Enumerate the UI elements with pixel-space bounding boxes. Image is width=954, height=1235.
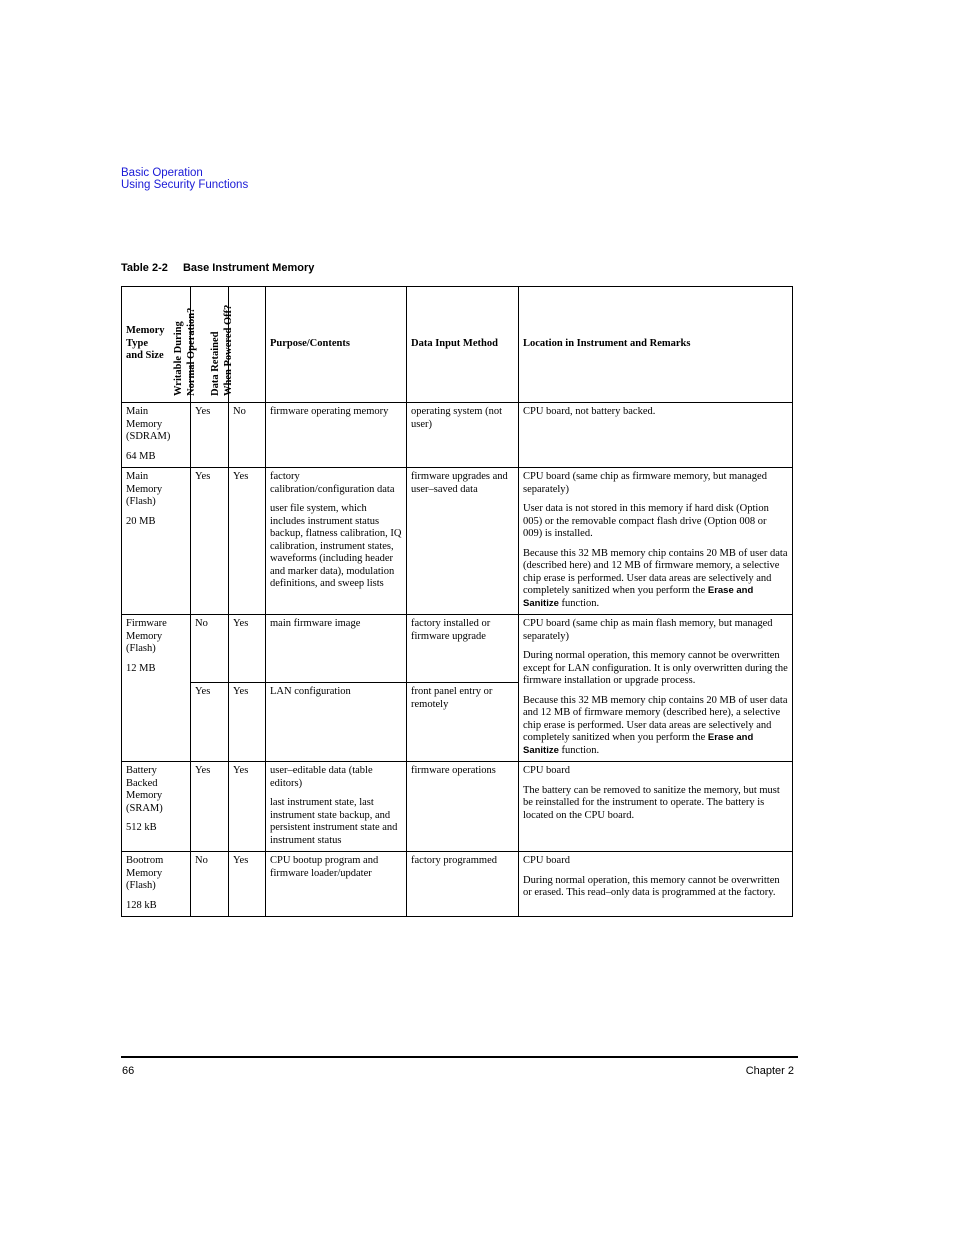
table-row — [122, 403, 793, 468]
breadcrumb — [121, 167, 248, 191]
memory-size: 64 MB — [126, 450, 156, 462]
writable-cell: No — [191, 615, 229, 683]
memory-type-cell: Bootrom Memory (Flash) 128 kB — [122, 852, 191, 917]
memory-size: 12 MB — [126, 662, 156, 674]
writable-cell: No — [191, 852, 229, 917]
footer-divider — [121, 1056, 798, 1058]
header-memory-type: Memory Type and Size — [122, 287, 191, 403]
purpose-cell: firmware operating memory — [266, 403, 407, 468]
input-method-cell: factory installed or firmware upgrade — [407, 615, 519, 683]
memory-type-cell: Firmware Memory (Flash) 12 MB — [122, 615, 191, 762]
erase-and-sanitize-key: Erase and Sanitize — [523, 585, 754, 609]
retained-cell: Yes — [229, 683, 266, 762]
location-cell: CPU board The battery can be removed to sanitize the memory, but must be reinstalled for the instrument to operate. The battery is located on the CPU board. — [519, 762, 793, 852]
memory-type-cell: Battery Backed Memory (SRAM) 512 kB — [122, 762, 191, 852]
purpose-cell: factory calibration/configuration data user file system, which includes instrument status backup, flatness calibration, IQ calibration, instrument states, waveforms (including header and marker data), modulation definitions, and sweep lists — [266, 468, 407, 615]
header-row — [122, 287, 793, 403]
retained-cell: No — [229, 403, 266, 468]
retained-cell: Yes — [229, 468, 266, 615]
header-writable: Writable During Normal Operation? — [191, 287, 229, 403]
header-purpose: Purpose/Contents — [266, 287, 407, 403]
table-number: Table 2-2 — [121, 262, 168, 274]
table-row — [122, 852, 793, 917]
location-cell: CPU board (same chip as main flash memory, but managed separately) During normal operation, this memory cannot be overwritten except for LAN configuration. It is only overwritten during the firmware installation or upgrade process. Because this 32 MB memory chip contains 20 MB of user data and 12 MB of firmware memory (described here), a selective chip erase is performed. User data areas are selectively and completely sanitized when you perform the Erase and Sanitize function. — [519, 615, 793, 762]
memory-size: 512 kB — [126, 822, 157, 833]
memory-table — [121, 286, 793, 917]
location-cell: CPU board During normal operation, this memory cannot be overwritten or erased. This read–only data is programmed at the factory. — [519, 852, 793, 917]
header-input-method: Data Input Method — [407, 287, 519, 403]
retained-cell: Yes — [229, 852, 266, 917]
purpose-cell: main firmware image — [266, 615, 407, 683]
table-title: Base Instrument Memory — [182, 262, 315, 274]
writable-cell: Yes — [191, 683, 229, 762]
breadcrumb-subsection-link[interactable]: Using Security Functions — [121, 179, 249, 191]
purpose-cell: user–editable data (table editors) last instrument state, last instrument state backup, and persistent instrument state and instrument status — [266, 762, 407, 852]
table-row — [122, 762, 793, 852]
memory-size: 20 MB — [126, 515, 156, 527]
header-location: Location in Instrument and Remarks — [519, 287, 793, 403]
purpose-cell: CPU bootup program and firmware loader/updater — [266, 852, 407, 917]
breadcrumb-section-link[interactable]: Basic Operation — [121, 167, 203, 179]
memory-type-cell: Main Memory (Flash) 20 MB — [122, 468, 191, 615]
header-retained: Data Retained When Powered Off? — [229, 287, 266, 403]
writable-cell: Yes — [191, 762, 229, 852]
memory-size: 128 kB — [126, 899, 157, 911]
retained-cell: Yes — [229, 762, 266, 852]
page-number: 66 — [122, 1065, 135, 1077]
purpose-cell: LAN configuration — [266, 683, 407, 762]
chapter-label: Chapter 2 — [745, 1065, 794, 1077]
input-method-cell: operating system (not user) — [407, 403, 519, 468]
input-method-cell: firmware operations — [407, 762, 519, 852]
table-row — [122, 615, 793, 683]
table-row — [122, 468, 793, 615]
writable-cell: Yes — [191, 403, 229, 468]
input-method-cell: firmware upgrades and user–saved data — [407, 468, 519, 615]
retained-cell: Yes — [229, 615, 266, 683]
writable-cell: Yes — [191, 468, 229, 615]
memory-type-cell: Main Memory (SDRAM) 64 MB — [122, 403, 191, 468]
input-method-cell: factory programmed — [407, 852, 519, 917]
location-cell: CPU board (same chip as firmware memory, but managed separately) User data is not stored in this memory if hard disk (Option 005) or the removable compact flash drive (Option 008 or 009) is installed. Because this 32 MB memory chip contains 20 MB of user data (described here) and 12 MB of firmware memory, a selective chip erase is performed. User data areas are selectively and completely sanitized when you perform the Erase and Sanitize function. — [519, 468, 793, 615]
erase-and-sanitize-key: Erase and Sanitize — [523, 732, 754, 756]
location-cell: CPU board, not battery backed. — [519, 403, 793, 468]
input-method-cell: front panel entry or remotely — [407, 683, 519, 762]
table-caption — [121, 262, 314, 274]
